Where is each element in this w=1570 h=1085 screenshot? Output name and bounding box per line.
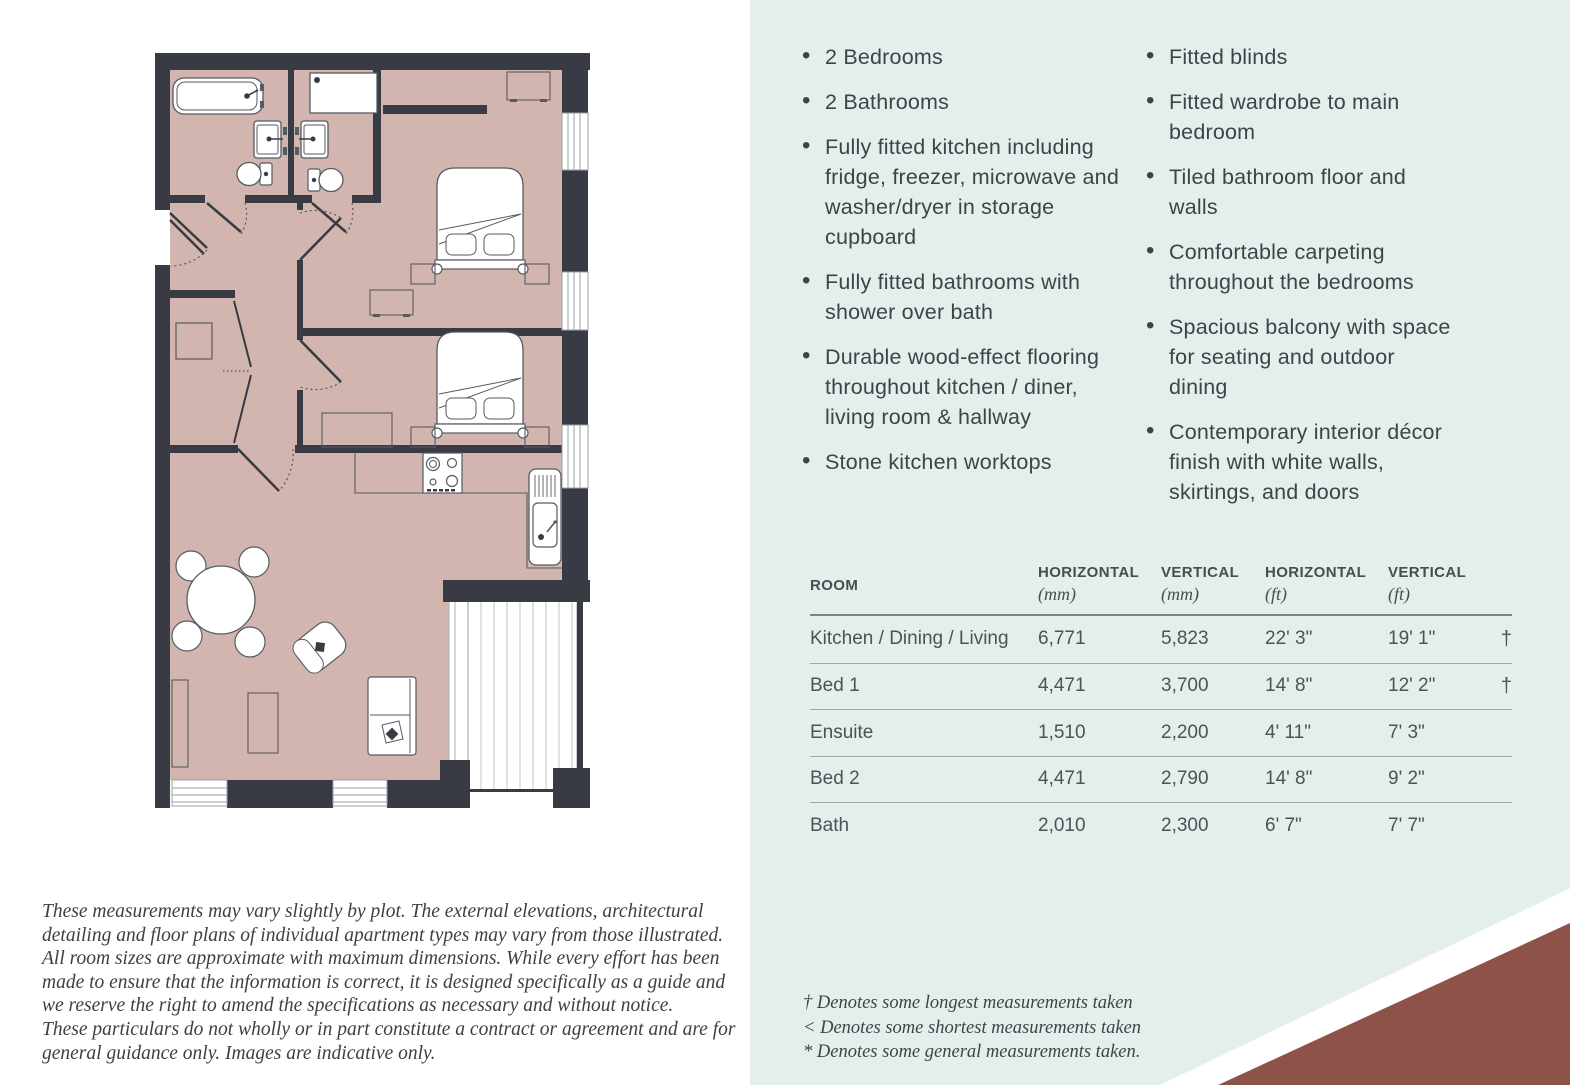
feature-item [800, 87, 1128, 117]
vertical-mm: 2,790 [1161, 768, 1209, 790]
feature-text: 2 Bedrooms [825, 45, 943, 69]
measurements-table [810, 558, 1512, 849]
vertical-ft: 7' 3" [1388, 721, 1425, 743]
bathtub [173, 78, 264, 114]
feature-item [1144, 162, 1456, 222]
vertical-ft: 9' 2" [1388, 768, 1425, 790]
footnote-general: * Denotes some general measurements taken. [803, 1042, 1141, 1062]
horizontal-mm: 1,510 [1038, 721, 1086, 743]
table-header-row [810, 558, 1512, 616]
column-header-room: ROOM [810, 577, 859, 594]
horizontal-mm: 6,771 [1038, 628, 1086, 650]
disclaimer-paragraph: These particulars do not wholly or in part constitute a contract or agreement and are for general guidance only. Images are indicative only. [42, 1018, 736, 1064]
disclaimer [42, 900, 744, 1065]
feature-text: Spacious balcony with space for seating and outdoor dining [1169, 315, 1451, 399]
vertical-ft: 19' 1" [1388, 628, 1436, 650]
horizontal-ft: 14' 8" [1265, 675, 1313, 697]
horizontal-ft: 4' 11" [1265, 721, 1311, 743]
horizontal-mm: 4,471 [1038, 675, 1086, 697]
feature-item [1144, 42, 1456, 72]
sofa [368, 677, 416, 755]
footnote-shortest: < Denotes some shortest measurements taken [803, 1017, 1142, 1038]
disclaimer-paragraph: These measurements may vary slightly by plot. The external elevations, architectural detailing and floor plans of individual apartment types may vary from those illustrated. All room sizes are approximate with maximum dimensions. While every effort has been made to ensure that the information is correct, it is designed specifically as a guide and we reserve the right to amend the specifications as necessary and without notice. [42, 901, 726, 1017]
column-header-vertical-mm: VERTICAL (mm) [1161, 564, 1240, 604]
feature-item [800, 267, 1128, 327]
room-name: Bath [810, 814, 850, 836]
table-row [810, 802, 1512, 849]
feature-text: Fully fitted kitchen including fridge, freezer, microwave and washer/dryer in storage cupboard [825, 135, 1119, 249]
balcony-decking [468, 600, 577, 790]
horizontal-ft: 14' 8" [1265, 768, 1313, 790]
vertical-mm: 5,823 [1161, 628, 1209, 650]
feature-text: Fully fitted bathrooms with shower over bath [825, 270, 1081, 324]
table-row [810, 756, 1512, 803]
room-name: Ensuite [810, 721, 874, 743]
horizontal-mm: 4,471 [1038, 768, 1086, 790]
kitchen-sink [529, 469, 561, 565]
feature-item [1144, 237, 1456, 297]
room-name: Bed 1 [810, 675, 860, 697]
bed-1 [432, 168, 528, 274]
toilet [308, 169, 343, 192]
floor-plan [150, 45, 622, 815]
dining-table [187, 566, 255, 634]
feature-item [800, 42, 1128, 72]
vertical-ft: 7' 7" [1388, 814, 1425, 836]
feature-item [800, 132, 1128, 252]
note-marker: † [1500, 627, 1512, 650]
column-header-horizontal-ft: HORIZONTAL (ft) [1265, 564, 1367, 604]
note-marker: † [1500, 674, 1512, 697]
feature-text: Tiled bathroom floor and walls [1169, 165, 1407, 219]
vertical-mm: 2,200 [1161, 721, 1209, 743]
footnotes [803, 991, 1141, 1065]
feature-item [1144, 417, 1456, 507]
column-header-horizontal-mm: HORIZONTAL (mm) [1038, 564, 1140, 604]
table-row [810, 663, 1512, 710]
toilet [237, 163, 272, 186]
room-name: Bed 2 [810, 768, 860, 790]
feature-text: Fitted wardrobe to main bedroom [1169, 90, 1400, 144]
features-column-1 [800, 42, 1128, 492]
feature-text: Fitted blinds [1169, 45, 1288, 69]
feature-item [1144, 87, 1456, 147]
feature-item [1144, 312, 1456, 402]
table-row [810, 616, 1512, 663]
table-row [810, 709, 1512, 756]
feature-item [800, 342, 1128, 432]
horizontal-ft: 22' 3" [1265, 628, 1313, 650]
feature-text: Stone kitchen worktops [825, 450, 1052, 474]
horizontal-mm: 2,010 [1038, 814, 1086, 836]
window [562, 113, 588, 488]
room-name: Kitchen / Dining / Living [810, 628, 1009, 650]
features-column-2 [1144, 42, 1456, 522]
feature-text: Contemporary interior décor finish with white walls, skirtings, and doors [1169, 420, 1443, 504]
horizontal-ft: 6' 7" [1265, 814, 1302, 836]
feature-text: Comfortable carpeting throughout the bedrooms [1169, 240, 1414, 294]
vertical-mm: 2,300 [1161, 814, 1209, 836]
bed-2 [432, 332, 528, 438]
vertical-mm: 3,700 [1161, 675, 1209, 697]
column-header-vertical-ft: VERTICAL (ft) [1388, 564, 1467, 604]
feature-item [800, 447, 1128, 477]
footnote-dagger: † Denotes some longest measurements taken [803, 993, 1133, 1013]
kitchen-hob [423, 453, 462, 493]
vertical-ft: 12' 2" [1388, 675, 1436, 697]
feature-text: Durable wood-effect flooring throughout kitchen / diner, living room & hallway [825, 345, 1100, 429]
shower [310, 73, 377, 113]
feature-text: 2 Bathrooms [825, 90, 950, 114]
